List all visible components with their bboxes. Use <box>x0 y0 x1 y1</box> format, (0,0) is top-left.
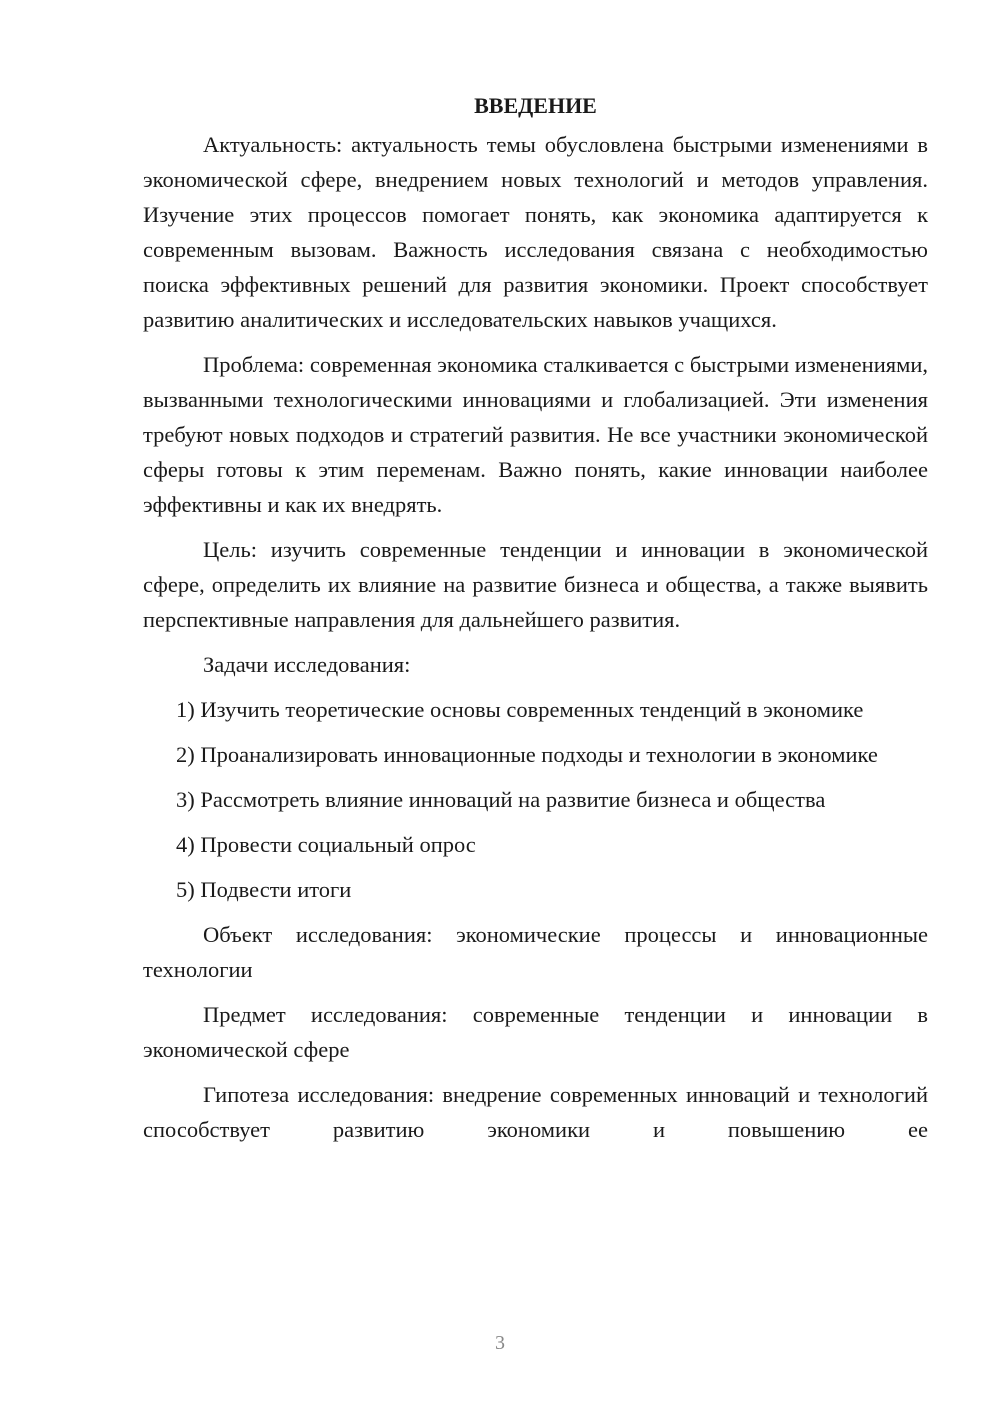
subject-paragraph: Предмет исследования: современные тенденции и инновации в экономической сфере <box>143 1002 928 1062</box>
task-item-4: 4) Провести социальный опрос <box>176 832 476 857</box>
problem-paragraph: Проблема: современная экономика сталкивается с быстрыми изменениями, вызванными технологическими инновациями и глобализацией. Эти изменения требуют новых подходов и стратегий развития. Не все участники экономической сферы готовы к этим переменам. Важно понять, какие инновации наиболее эффективны и как их внедрять. <box>143 352 928 517</box>
goal-paragraph: Цель: изучить современные тенденции и инновации в экономической сфере, определить их влияние на развитие бизнеса и общества, а также выявить перспективные направления для дальнейшего развития. <box>143 537 928 632</box>
object-paragraph: Объект исследования: экономические процессы и инновационные технологии <box>143 922 928 982</box>
page-content <box>143 88 928 1157</box>
task-item-2: 2) Проанализировать инновационные подходы и технологии в экономике <box>176 742 878 767</box>
task-item-1: 1) Изучить теоретические основы современных тенденций в экономике <box>176 697 864 722</box>
hypothesis-paragraph: Гипотеза исследования: внедрение современных инноваций и технологий способствует развитию экономики и повышению ее <box>143 1082 928 1142</box>
page-number: 3 <box>495 1332 505 1354</box>
section-heading: ВВЕДЕНИЕ <box>474 93 597 118</box>
relevance-paragraph: Актуальность: актуальность темы обусловлена быстрыми изменениями в экономической сфере, внедрением новых технологий и методов управления. Изучение этих процессов помогает понять, как экономика адаптируется к современным вызовам. Важность исследования связана с необходимостью поиска эффективных решений для развития экономики. Проект способствует развитию аналитических и исследовательских навыков учащихся. <box>143 132 928 332</box>
task-item-5: 5) Подвести итоги <box>176 877 352 902</box>
tasks-title: Задачи исследования: <box>203 652 411 677</box>
task-item-3: 3) Рассмотреть влияние инноваций на развитие бизнеса и общества <box>176 787 826 812</box>
